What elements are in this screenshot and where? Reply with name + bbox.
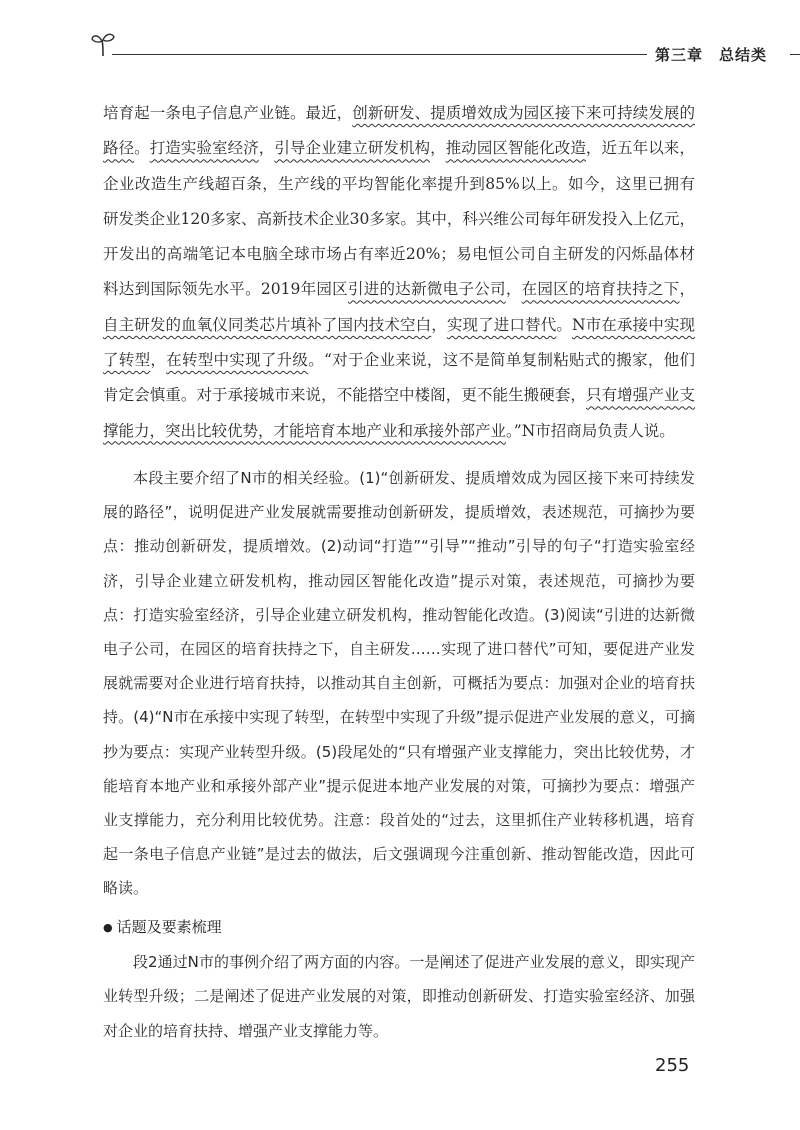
- analysis-paragraph: 本段主要介绍了N市的相关经验。(1)“创新研发、提质增效成为园区接下来可持续发展的路径”，说明促进产业发展就需要推动创新研发，提质增效，表述规范，可摘抄为要点：推动创新研发，提质增效。(2)动词“打造”“引导”“推动”引导的句子“打造实验室经济，引导企业建立研发机构，推动园区智能化改造”提示对策，表述规范，可摘抄为要点：打造实验室经济，引导企业建立研发机构，推动智能化改造。(3)阅读“引进的达新微电子公司，在园区的培育扶持之下，自主研发……实现了进口替代”可知，要促进产业发展就需要对企业进行培育扶持，以推动其自主创新，可概括为要点：加强对企业的培育扶持。(4)“N市在承接中实现了转型，在转型中实现了升级”提示促进产业发展的意义，可摘抄为要点：实现产业转型升级。(5)段尾处的“只有增强产业支撑能力，突出比较优势，才能培育本地产业和承接外部产业”提示促进本地产业发展的对策，可摘抄为要点：增强产业支撑能力，充分利用比较优势。注意：段首处的“过去，这里抓住产业转移机遇，培育起一条电子信息产业链”是过去的做法，后文强调现今注重创新、推动智能改造，因此可略读。: [103, 468, 695, 898]
- underlined-phrase: 只有增强产业支撑能力，突出比较优势，才能培育本地产业和承接外部产业: [103, 386, 695, 440]
- underlined-phrase: 推动园区智能化改造: [445, 139, 586, 158]
- underlined-phrase: 引导企业建立研发机构: [274, 139, 431, 158]
- underlined-phrase: 引进的达新微电子公司: [347, 280, 506, 299]
- bullet-icon: ●: [103, 920, 113, 934]
- chapter-title: 第三章 总结类: [655, 46, 768, 64]
- underlined-phrase: 打造实验室经济: [149, 139, 259, 158]
- page-content: [103, 96, 695, 1048]
- section-heading: [103, 910, 695, 945]
- header-rule-left: [112, 54, 647, 55]
- underlined-phrase: 自主研发的血氧仪同类芯片填补了国内技术空白: [103, 315, 432, 334]
- underlined-phrase: 实现了进口替代: [446, 315, 557, 334]
- page-number: 255: [655, 1055, 690, 1076]
- underlined-phrase: 创新研发、提质增效成为园区接下来可持续发展的路径: [103, 104, 695, 158]
- quoted-passage: 培育起一条电子信息产业链。最近，创新研发、提质增效成为园区接下来可持续发展的路径。打造实验室经济，引导企业建立研发机构，推动园区智能化改造，近五年以来，企业改造生产线超百条，生产线的平均智能化率提升到85%以上。如今，这里已拥有研发类企业120多家、高新技术企业30多家。其中，科兴维公司每年研发投入上亿元，开发出的高端笔记本电脑全球市场占有率近20%；易电恒公司自主研发的闪烁晶体材料达到国际领先水平。2019年园区引进的达新微电子公司，在园区的培育扶持之下，自主研发的血氧仪同类芯片填补了国内技术空白，实现了进口替代。N市在承接中实现了转型，在转型中实现了升级。“对于企业来说，这不是简单复制粘贴式的搬家，他们肯定会慎重。对于承接城市来说，不能搭空中楼阁，更不能生搬硬套，只有增强产业支撑能力，突出比较优势，才能培育本地产业和承接外部产业。”N市招商局负责人说。: [103, 104, 695, 440]
- running-header: [90, 30, 768, 70]
- header-rule-right: [790, 54, 800, 55]
- underlined-phrase: N市在承接中实现了转型: [103, 315, 695, 370]
- underlined-phrase: 在转型中实现了升级: [166, 351, 309, 370]
- section-heading-text: 话题及要素梳理: [116, 917, 222, 936]
- summary-paragraph: 段2通过N市的事例介绍了两方面的内容。一是阐述了促进产业发展的意义，即实现产业转型升级；二是阐述了促进产业发展的对策，即推动创新研发、打造实验室经济、加强对企业的培育扶持、增强产业支撑能力等。: [103, 952, 695, 1040]
- underlined-phrase: 在园区的培育扶持之下: [521, 280, 680, 299]
